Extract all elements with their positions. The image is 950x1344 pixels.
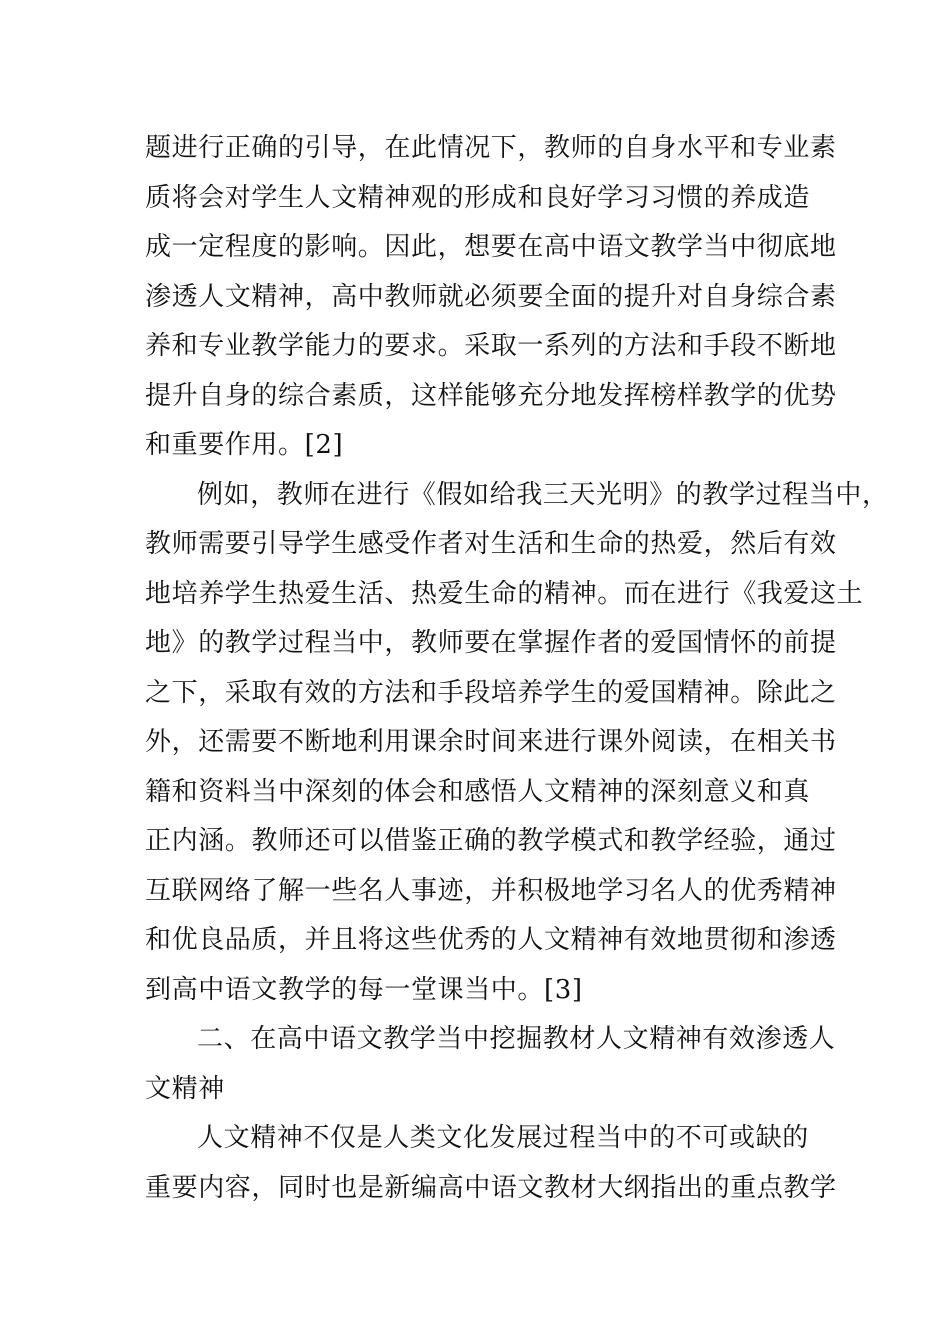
text-line: 养和专业教学能力的要求。采取一系列的方法和手段不断地 bbox=[145, 331, 837, 361]
text-line: 教师需要引导学生感受作者对生活和生命的热爱，然后有效 bbox=[145, 529, 837, 559]
text-line: 题进行正确的引导，在此情况下，教师的自身水平和专业素 bbox=[145, 133, 837, 163]
text-line: 外，还需要不断地利用课余时间来进行课外阅读，在相关书 bbox=[145, 727, 837, 757]
text-line: 籍和资料当中深刻的体会和感悟人文精神的深刻意义和真 bbox=[145, 777, 811, 807]
text-line: 互联网络了解一些名人事迹，并积极地学习名人的优秀精神 bbox=[145, 876, 837, 906]
text-line: 地》的教学过程当中，教师要在掌握作者的爱国情怀的前提 bbox=[145, 628, 837, 658]
text-line: 和重要作用。[2] bbox=[145, 430, 344, 460]
text-line: 渗透人文精神，高中教师就必须要全面的提升对自身综合素 bbox=[145, 282, 837, 312]
text-line: 质将会对学生人文精神观的形成和良好学习习惯的养成造 bbox=[145, 183, 811, 213]
section-heading-line: 文精神 bbox=[145, 1074, 225, 1104]
text-line: 之下，采取有效的方法和手段培养学生的爱国精神。除此之 bbox=[145, 678, 837, 708]
text-line: 成一定程度的影响。因此，想要在高中语文教学当中彻底地 bbox=[145, 232, 837, 262]
text-line: 和优良品质，并且将这些优秀的人文精神有效地贯彻和渗透 bbox=[145, 925, 837, 955]
text-line: 到高中语文教学的每一堂课当中。[3] bbox=[145, 975, 583, 1005]
paragraph-start-line: 人文精神不仅是人类文化发展过程当中的不可或缺的 bbox=[197, 1123, 809, 1153]
text-line: 提升自身的综合素质，这样能够充分地发挥榜样教学的优势 bbox=[145, 381, 837, 411]
section-heading-line: 二、在高中语文教学当中挖掘教材人文精神有效渗透人 bbox=[197, 1024, 836, 1054]
text-line: 重要内容，同时也是新编高中语文教材大纲指出的重点教学 bbox=[145, 1173, 837, 1203]
text-line: 正内涵。教师还可以借鉴正确的教学模式和教学经验，通过 bbox=[145, 826, 837, 856]
paragraph-start-line: 例如，教师在进行《假如给我三天光明》的教学过程当中， bbox=[197, 480, 889, 510]
text-line: 地培养学生热爱生活、热爱生命的精神。而在进行《我爱这土 bbox=[145, 579, 864, 609]
